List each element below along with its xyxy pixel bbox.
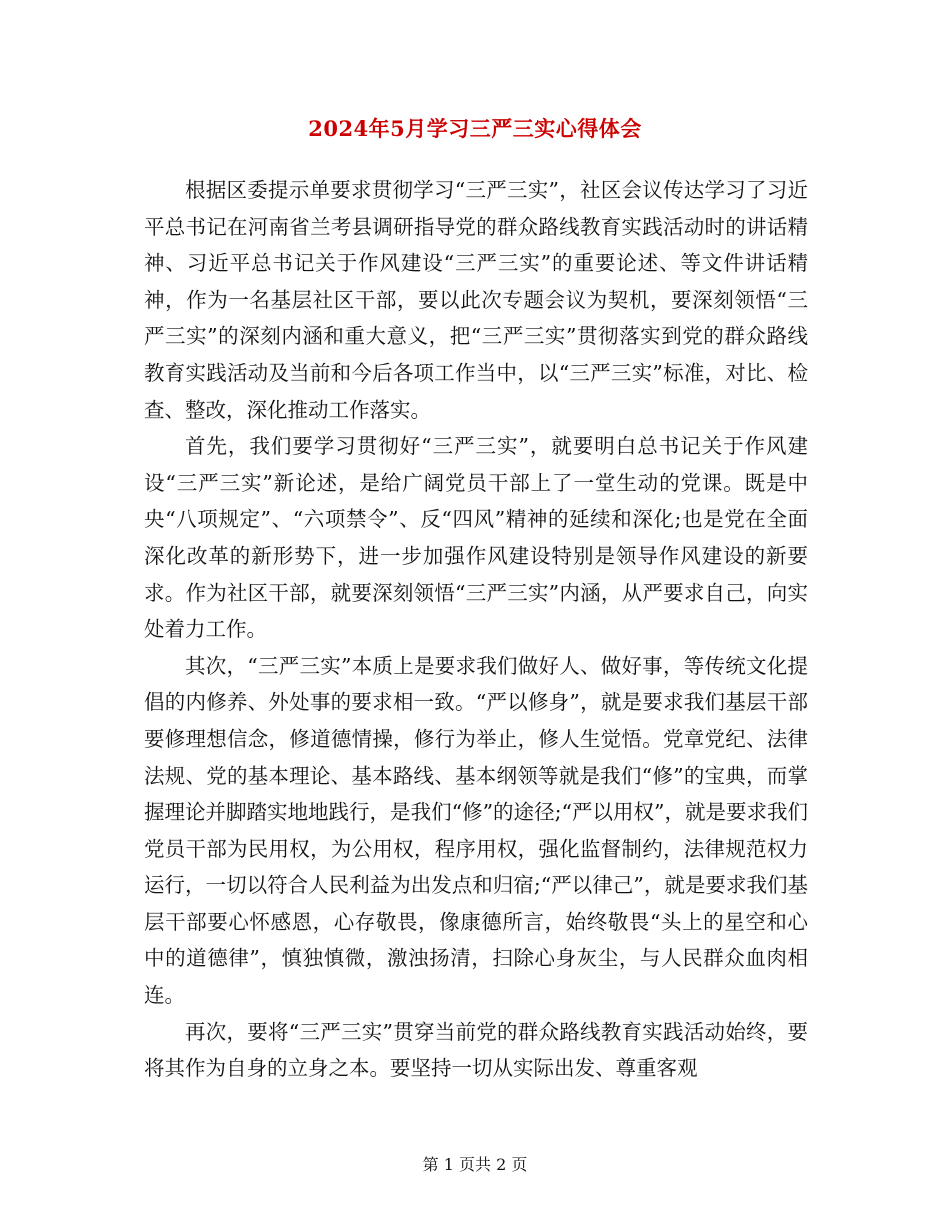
page-number-footer: 第 1 页共 2 页	[422, 1155, 528, 1174]
paragraph-intro: 根据区委提示单要求贯彻学习“三严三实”，社区会议传达学习了习近平总书记在河南省兰考县调研指导党的群众路线教育实践活动时的讲话精神、习近平总书记关于作风建设“三严三实”的重要论述、等文件讲话精神，作为一名基层社区干部，要以此次专题会议为契机，要深刻领悟“三严三实”的深刻内涵和重大意义，把“三严三实”贯彻落实到党的群众路线教育实践活动及当前和今后各项工作当中，以“三严三实”标准，对比、检查、整改，深化推动工作落实。	[144, 178, 808, 422]
document-body	[144, 172, 808, 1087]
paragraph-first: 首先，我们要学习贯彻好“三严三实”，就要明白总书记关于作风建设“三严三实”新论述，是给广阔党员干部上了一堂生动的党课。既是中央“八项规定”、“六项禁令”、反“四风”精神的延续和深化;也是党在全面深化改革的新形势下，进一步加强作风建设特别是领导作风建设的新要求。作为社区干部，就要深刻领悟“三严三实”内涵，从严要求自己，向实处着力工作。	[144, 434, 808, 642]
document-title: 2024年5月学习三严三实心得体会	[308, 116, 642, 141]
paragraph-second: 其次，“三严三实”本质上是要求我们做好人、做好事，等传统文化提倡的内修养、外处事的要求相一致。“严以修身”，就是要求我们基层干部要修理想信念，修道德情操，修行为举止，修人生觉悟。党章党纪、法律法规、党的基本理论、基本路线、基本纲领等就是我们“修”的宝典，而掌握理论并脚踏实地地践行，是我们“修”的途径;“严以用权”，就是要求我们党员干部为民用权，为公用权，程序用权，强化监督制约，法律规范权力运行，一切以符合人民利益为出发点和归宿;“严以律己”，就是要求我们基层干部要心怀感恩，心存敬畏，像康德所言，始终敬畏“头上的星空和心中的道德律”，慎独慎微，激浊扬清，扫除心身灰尘，与人民群众血肉相连。	[144, 653, 808, 1008]
paragraph-third: 再次，要将“三严三实”贯穿当前党的群众路线教育实践活动始终，要将其作为自身的立身之本。要坚持一切从实际出发、尊重客观	[144, 1019, 808, 1081]
